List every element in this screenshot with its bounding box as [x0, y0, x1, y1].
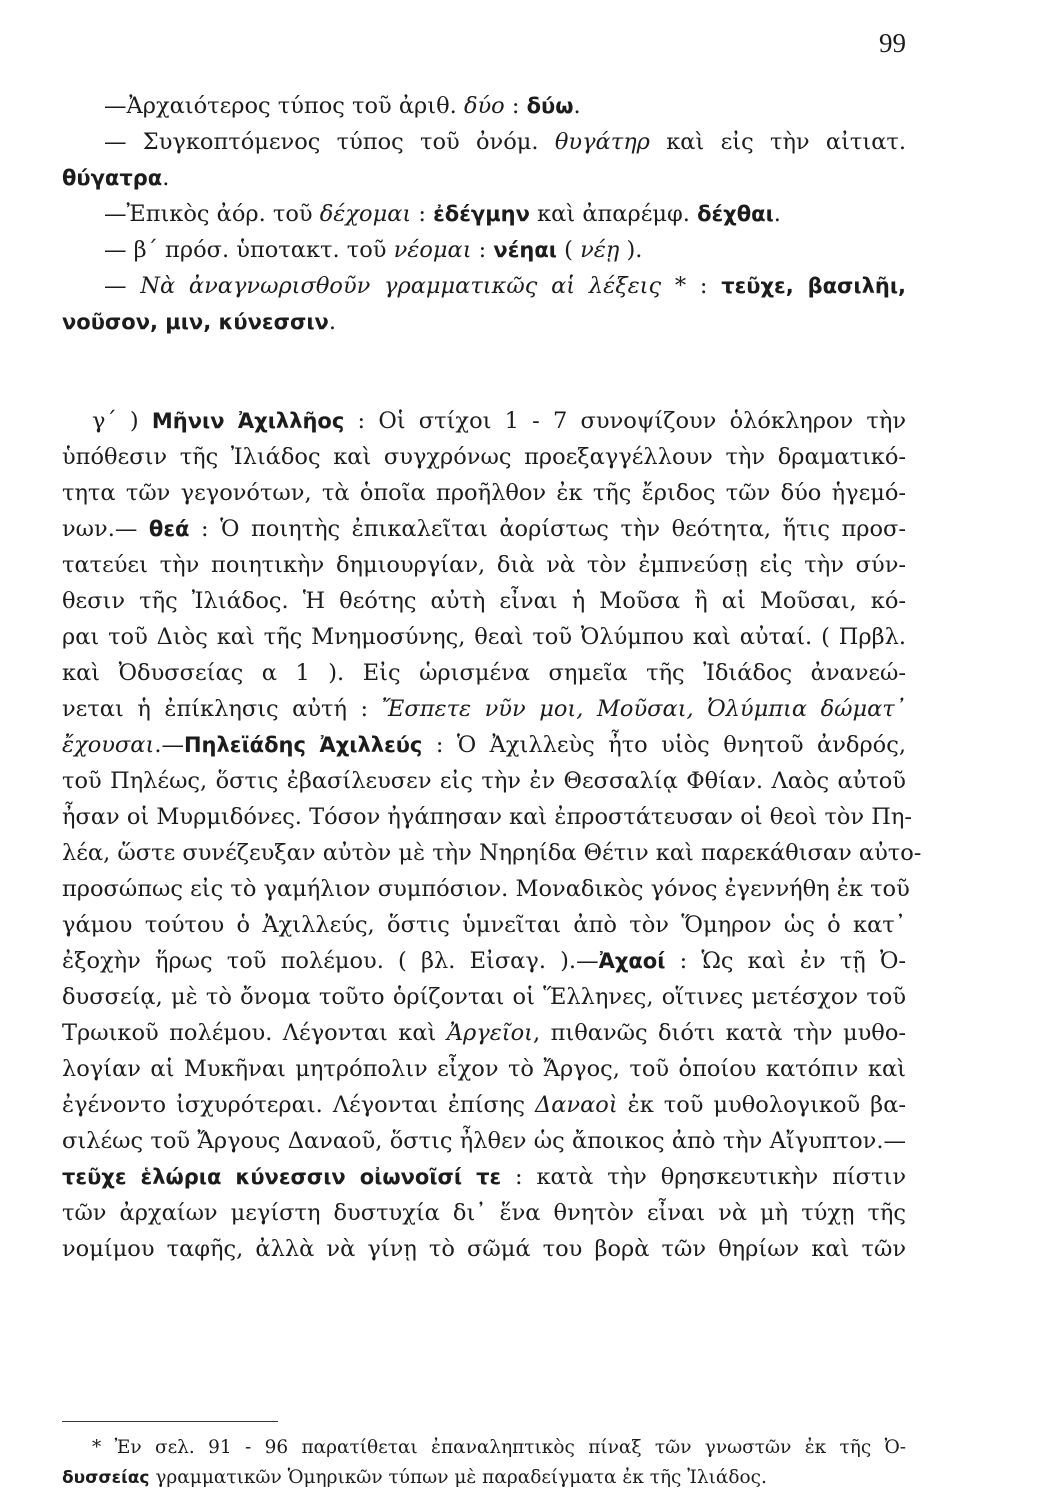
text-line — [62, 124, 906, 160]
text-segment: γραμματικῶν Ὁμηρικῶν τύπων μὲ παραδείγματα ἐκ τῆς Ἰλιάδος. — [149, 1467, 767, 1488]
text-segment: : Ὡς καὶ ἐν τῇ Ὀ- — [665, 948, 906, 974]
text-segment: — — [104, 273, 141, 299]
text-line — [62, 799, 912, 835]
text-segment: καὶ Ὀδυσσείας α 1 ). Εἰς ὡρισμένα σημεῖα τῆς Ἰδιάδος ἀνανεώ- — [62, 660, 906, 686]
text-segment: νων.— — [62, 516, 149, 542]
text-line — [62, 475, 906, 511]
text-line — [62, 835, 922, 871]
text-segment: —Ἐπικὸς ἀόρ. τοῦ — [104, 201, 320, 227]
bold-term: Πηλεϊάδης Ἀχιλλεύς — [183, 733, 423, 757]
text-line — [62, 547, 906, 583]
text-line — [62, 268, 906, 304]
text-segment: ραι τοῦ Διὸς καὶ τῆς Μνημοσύνης, θεαὶ τοῦ Ὀλύμπου καὶ αὐταί. ( Πρβλ. — [62, 624, 906, 650]
italic-text: Ἔσπετε νῦν μοι, Μοῦσαι, Ὀλύμπια δώματ᾽ — [381, 696, 906, 722]
text-segment: —Ἀρχαιότερος τύπος τοῦ ἀριθ. — [104, 93, 464, 119]
commentary-paragraph — [62, 403, 922, 1267]
text-segment: ἦσαν οἱ Μυρμιδόνες. Τόσον ἠγάπησαν καὶ ἐπροστάτευσαν οἱ θεοὶ τὸν Πη- — [62, 804, 912, 830]
text-line — [62, 196, 906, 232]
text-line — [62, 727, 906, 763]
text-line — [62, 232, 906, 268]
grammar-notes — [62, 88, 906, 340]
text-segment: ). — [619, 237, 643, 263]
text-segment: προσώπως εἰς τὸ γαμήλιον συμπόσιον. Μοναδικὸς γόνος ἐγεννήθη ἐκ τοῦ — [62, 876, 910, 902]
text-line — [62, 691, 906, 727]
text-line — [62, 439, 906, 475]
italic-text: νέῃ — [580, 237, 620, 263]
text-line — [62, 403, 906, 439]
text-line — [62, 583, 906, 619]
bold-term: θεά — [148, 517, 190, 541]
text-line — [62, 1087, 906, 1123]
text-segment: * Ἐν σελ. 91 - 96 παρατίθεται ἐπαναληπτικὸς πίναξ τῶν γνωστῶν ἐκ τῆς Ὀ- — [92, 1437, 906, 1458]
text-segment: ἐγένοντο ἰσχυρότεραι. Λέγονται ἐπίσης — [62, 1092, 535, 1118]
text-segment: ἐξοχὴν ἥρως τοῦ πολέμου. ( βλ. Εἰσαγ. ).— — [62, 948, 599, 974]
text-segment: ἐκ τοῦ μυθολογικοῦ βα- — [617, 1092, 906, 1118]
italic-text: θυγάτηρ — [554, 129, 650, 155]
bold-term: δύω — [526, 94, 574, 118]
bold-term: δυσσείας — [62, 1468, 150, 1488]
italic-text: Δαναοὶ — [534, 1092, 618, 1118]
bold-term: Μῆνιν Ἀχιλλῆος — [151, 409, 345, 433]
text-segment: Τρωικοῦ πολέμου. Λέγονται καὶ — [62, 1020, 447, 1046]
bold-term: τεῦχε, βασιλῆι, — [721, 274, 906, 298]
italic-text: Ἀργεῖοι — [446, 1020, 534, 1046]
text-segment: .— — [154, 732, 184, 758]
text-segment: , πιθανῶς διότι κατὰ τὴν μυθο- — [533, 1020, 907, 1046]
text-segment: λέα, ὥστε συνέζευξαν αὐτὸν μὲ τὴν Νηρηίδα Θέτιν καὶ παρεκάθισαν αὐτο- — [62, 840, 922, 866]
footnote-rule — [62, 1421, 278, 1422]
text-segment: τητα τῶν γεγονότων, τὰ ὁποῖα προῆλθον ἐκ τῆς ἔριδος τῶν δύο ἡγεμό- — [62, 480, 906, 506]
text-segment: : Οἱ στίχοι 1 - 7 συνοψίζουν ὁλόκληρον τὴν — [344, 408, 906, 434]
text-segment: καὶ εἰς τὴν αἰτιατ. — [649, 129, 906, 155]
bold-term: νοῦσον, μιν, κύνεσσιν — [62, 310, 329, 334]
text-line — [62, 1195, 906, 1231]
text-line — [62, 1015, 906, 1051]
text-line — [62, 1051, 906, 1087]
text-line — [62, 1159, 906, 1195]
text-segment: . — [773, 201, 781, 227]
text-line — [62, 160, 906, 196]
text-segment: : — [471, 237, 494, 263]
text-segment: ( — [556, 237, 581, 263]
text-line — [62, 88, 906, 124]
text-line — [62, 1463, 906, 1493]
text-segment: . — [573, 93, 581, 119]
text-segment: τῶν ἀρχαίων μεγίστη δυστυχία δι᾽ ἕνα θνητὸν εἶναι νὰ μὴ τύχῃ τῆς — [62, 1200, 906, 1226]
text-line — [62, 943, 906, 979]
text-segment: . — [162, 165, 170, 191]
text-segment: γάμου τούτου ὁ Ἀχιλλεύς, ὅστις ὑμνεῖται ἀπὸ τὸν Ὅμηρον ὡς ὁ κατ᾽ — [62, 912, 906, 938]
bold-term: νέηαι — [493, 238, 557, 262]
italic-text: Νὰ ἀναγνωρισθοῦν γραμματικῶς αἱ λέξεις — [140, 273, 662, 299]
text-line — [62, 763, 906, 799]
text-line — [62, 1123, 906, 1159]
text-segment: νεται ἡ ἐπίκλησις αὐτή : — [62, 696, 382, 722]
bold-term: Ἀχαοί — [598, 949, 666, 973]
text-segment: — Συγκοπτόμενος τύπος τοῦ ὀνόμ. — [104, 129, 555, 155]
italic-text: ἔχουσαι — [62, 732, 155, 758]
bold-term: δέχθαι — [697, 202, 774, 226]
text-segment: γ΄ ) — [92, 408, 152, 434]
page-number: 99 — [879, 28, 906, 58]
text-line — [62, 979, 906, 1015]
text-segment: : — [504, 93, 527, 119]
italic-text: νέομαι — [393, 237, 472, 263]
text-segment: * : — [661, 273, 722, 299]
text-segment: ὑπόθεσιν τῆς Ἰλιάδος καὶ συγχρόνως προεξαγγέλλουν τὴν δραματικό- — [62, 444, 906, 470]
text-line — [62, 304, 906, 340]
footnote — [62, 1433, 906, 1493]
text-segment: νομίμου ταφῆς, ἀλλὰ νὰ γίνῃ τὸ σῶμά του βορὰ τῶν θηρίων καὶ τῶν — [62, 1236, 906, 1262]
text-segment: δυσσείᾳ, μὲ τὸ ὄνομα τοῦτο ὁρίζονται οἱ Ἕλληνες, οἵτινες μετέσχον τοῦ — [62, 984, 906, 1010]
text-segment: : κατὰ τὴν θρησκευτικὴν πίστιν — [501, 1164, 906, 1190]
bold-term: ἐδέγμην — [433, 202, 530, 226]
text-line — [62, 511, 906, 547]
text-segment: : Ὁ ποιητὴς ἐπικαλεῖται ἀορίστως τὴν θεότητα, ἥτις προσ- — [189, 516, 906, 542]
text-line — [62, 1231, 906, 1267]
text-segment: . — [328, 309, 336, 335]
text-segment: τατεύει τὴν ποιητικὴν δημιουργίαν, διὰ νὰ τὸν ἐμπνεύσῃ εἰς τὴν σύν- — [62, 552, 906, 578]
bold-term: θύγατρα — [62, 166, 163, 190]
text-line — [62, 907, 906, 943]
italic-text: δύο — [463, 93, 505, 119]
text-segment: : — [411, 201, 434, 227]
text-segment: τοῦ Πηλέως, ὅστις ἐβασίλευσεν εἰς τὴν ἐν Θεσσαλίᾳ Φθίαν. Λαὸς αὐτοῦ — [62, 768, 906, 794]
text-line — [62, 1433, 906, 1463]
italic-text: δέχομαι — [319, 201, 412, 227]
text-segment: λογίαν αἱ Μυκῆναι μητρόπολιν εἶχον τὸ Ἄργος, τοῦ ὁποίου κατόπιν καὶ — [62, 1056, 906, 1082]
text-segment: καὶ ἀπαρέμφ. — [529, 201, 698, 227]
text-segment: — β΄ πρόσ. ὑποτακτ. τοῦ — [104, 237, 394, 263]
text-segment: σιλέως τοῦ Ἄργους Δαναοῦ, ὅστις ἦλθεν ὡς ἄποικος ἀπὸ τὴν Αἴγυπτον.— — [62, 1128, 906, 1154]
text-segment: θεσιν τῆς Ἰλιάδος. Ἡ θεότης αὐτὴ εἶναι ἡ Μοῦσα ἢ αἱ Μοῦσαι, κό- — [62, 588, 906, 614]
text-line — [62, 871, 910, 907]
bold-term: τεῦχε ἑλώρια κύνεσσιν οἰωνοῖσί τε — [62, 1165, 502, 1189]
text-line — [62, 655, 906, 691]
text-segment: : Ὁ Ἀχιλλεὺς ἦτο υἱὸς θνητοῦ ἀνδρός, — [422, 732, 906, 758]
text-line — [62, 619, 906, 655]
